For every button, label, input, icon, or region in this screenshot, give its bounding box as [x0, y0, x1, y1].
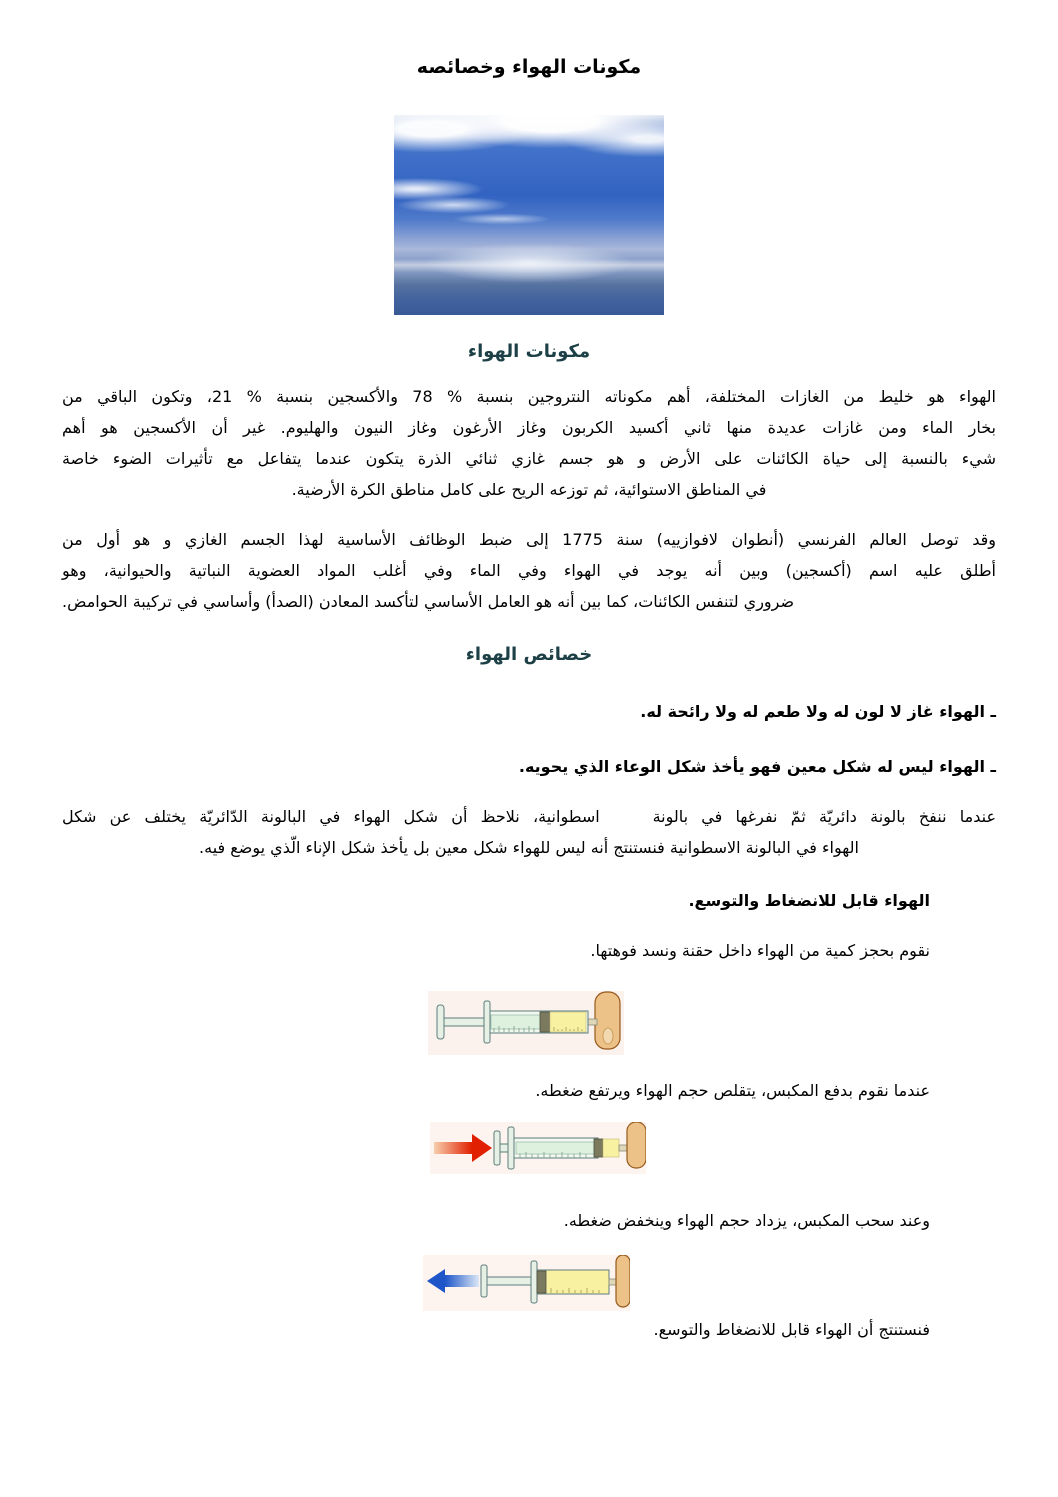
syringe-plunger-pushed-image	[430, 1122, 646, 1178]
plunger-shaft-shape	[516, 1142, 594, 1154]
syringe-pushed-illustration	[430, 1122, 646, 1174]
caption-push-plunger: عندما نقوم بدفع المكبس، يتقلص حجم الهواء ويرتفع ضغطه.	[535, 1081, 930, 1100]
paragraph-line: في المناطق الاستوائية، ثم توزعه الريح على كامل مناطق الكرة الأرضية.	[291, 480, 767, 499]
paragraph-line: شيء بالنسبة إلى حياة الكائنات على الأرض و هو جسم غازي ثنائي الذرة يتكون عندما يتفاعل مع تأثيرات الضوء خاصة	[62, 449, 996, 468]
caption-pull-plunger: وعند سحب المكبس، يزداد حجم الهواء وينخفض ضغطه.	[563, 1211, 930, 1230]
page-title: مكونات الهواء وخصائصه	[416, 56, 642, 78]
caption-trap-air: نقوم بحجز كمية من الهواء داخل حقنة ونسد فوهتها.	[590, 941, 930, 960]
plunger-seal-shape	[537, 1271, 546, 1293]
plunger-rod-shape	[487, 1277, 531, 1285]
trapped-air-shape	[550, 1012, 586, 1032]
syringe-pulled-illustration	[423, 1255, 630, 1311]
finger-shape	[627, 1122, 646, 1168]
paragraph-line: الهواء هو خليط من الغازات المختلفة، أهم مكوناته النتروجين بنسبة ‎78 %‎ والأكسجين بنسبة ‎21 %‎، وتكون الباقي من	[62, 387, 996, 406]
paragraph-line: الهواء في البالونة الاسطوانية فنستنتج أنه ليس للهواء شكل معين بل يأخذ شكل الإناء الّذي يوضع فيه.	[199, 838, 859, 857]
plunger-shaft-shape	[491, 1015, 540, 1029]
paragraph-lavoisier	[62, 524, 996, 617]
conclusion-line: فنستنتج أن الهواء قابل للانضغاط والتوسع.	[653, 1320, 930, 1339]
plunger-handle-shape	[437, 1005, 444, 1039]
nozzle-shape	[619, 1145, 627, 1151]
flange-shape	[484, 1001, 490, 1043]
fingernail-shape	[603, 1028, 613, 1044]
flange-shape	[508, 1127, 514, 1169]
property-shapeless: ـ الهواء ليس له شكل معين فهو يأخذ شكل الوعاء الذي يحويه.	[518, 757, 996, 776]
pull-arrow-tail	[445, 1275, 479, 1287]
plunger-seal-shape	[540, 1012, 550, 1032]
paragraph-line: أطلق عليه اسم (أكسجين) وبين أنه يوجد في الهواء وفي الماء وفي أغلب المواد العضوية النباتية والحيوانية، وهو	[62, 561, 996, 580]
heading-air-properties: خصائص الهواء	[465, 644, 593, 665]
finger-shape	[616, 1255, 630, 1307]
property-colorless: ـ الهواء غاز لا لون له ولا طعم له ولا رائحة له.	[640, 702, 996, 721]
syringe-air-trapped-image	[428, 991, 624, 1059]
barrel-air-shape	[537, 1270, 609, 1294]
plunger-handle-shape	[481, 1265, 487, 1297]
compressed-air-shape	[603, 1139, 619, 1157]
paragraph-air-composition	[62, 381, 996, 505]
plunger-rod-shape	[500, 1144, 508, 1152]
property-compressible: الهواء قابل للانضغاط والتوسع.	[688, 891, 930, 910]
push-arrow-tail	[434, 1142, 472, 1154]
paragraph-line: وقد توصل العالم الفرنسي (أنطوان لافوازييه) سنة 1775 إلى ضبط الوظائف الأساسية لهذا الجسم الغازي و هو أول من	[62, 530, 997, 549]
syringe-sealed-illustration	[428, 991, 624, 1055]
plunger-seal-shape	[594, 1139, 603, 1157]
plunger-handle-shape	[494, 1131, 500, 1165]
syringe-plunger-pulled-image	[423, 1255, 630, 1315]
heading-air-components: مكونات الهواء	[467, 341, 591, 362]
sky-sea-photo	[394, 115, 664, 315]
paragraph-balloon-experiment	[62, 801, 996, 863]
flange-shape	[531, 1261, 537, 1303]
plunger-rod-shape	[444, 1018, 484, 1026]
paragraph-line: بخار الماء ومن غازات عديدة منها ثاني أكسيد الكربون وغاز الأرغون وغاز النيون والهليوم. غير أن الأكسجين هو أهم	[62, 418, 996, 437]
paragraph-line: ضروري لتنفس الكائنات، كما بين أنه هو العامل الأساسي لتأكسد المعادن (الصدأ) وأساسي في تركيبة الحوامض.	[62, 592, 795, 611]
paragraph-line: عندما ننفخ بالونة دائريّة ثمّ نفرغها في بالونة اسطوانية، نلاحظ أن شكل الهواء في البالونة الدّائريّة يختلف عن شكل	[62, 807, 996, 826]
